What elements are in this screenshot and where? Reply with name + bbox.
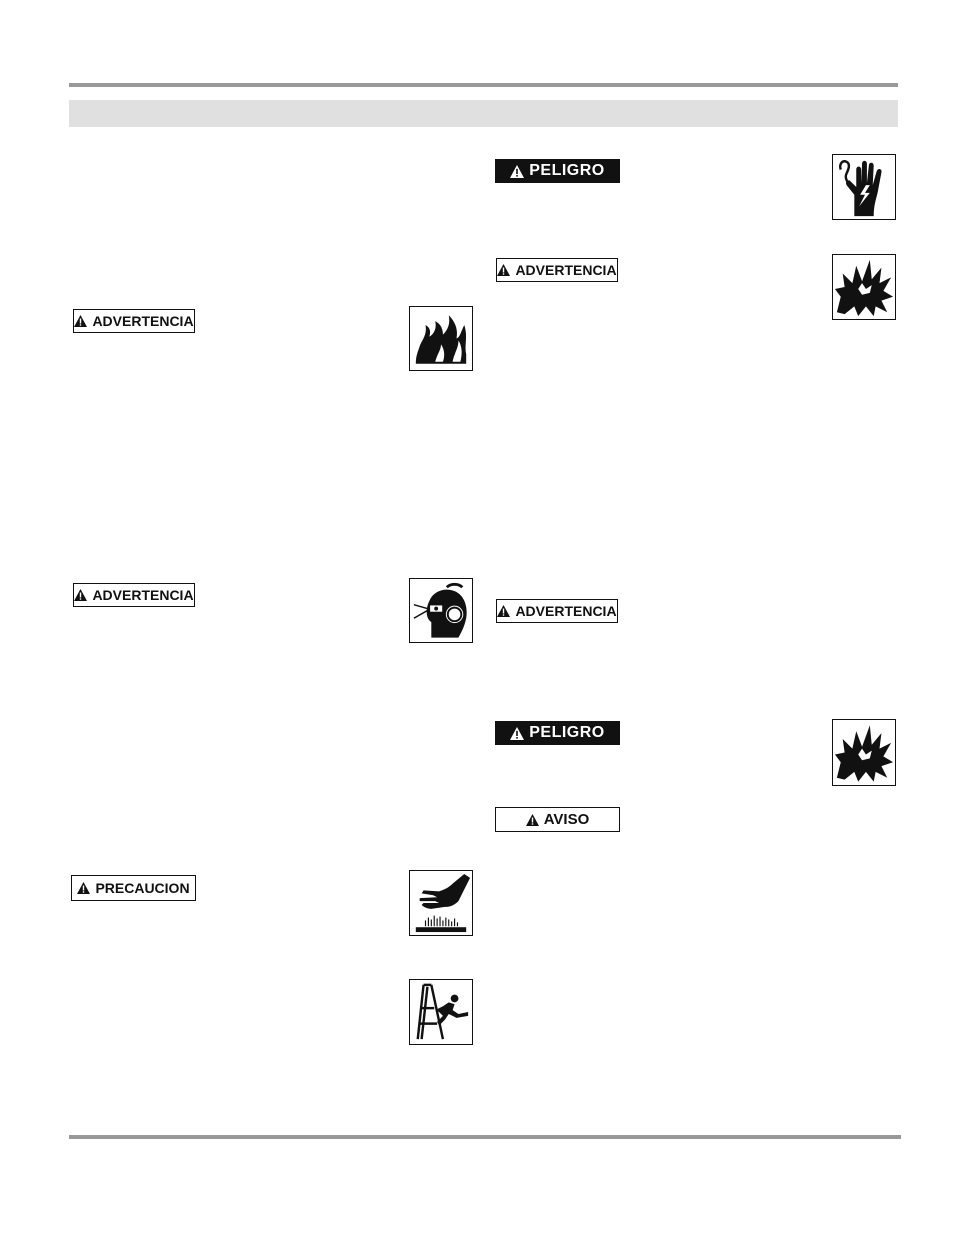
advertencia-label (73, 583, 195, 607)
eye-ear-protection-icon (409, 578, 473, 643)
explosion-icon (832, 719, 896, 786)
signal-word: PELIGRO (529, 162, 605, 179)
peligro-label (495, 721, 620, 745)
warning-triangle-icon (497, 264, 510, 276)
section-title-band (69, 100, 898, 127)
aviso-label (495, 807, 620, 832)
advertencia-label (496, 599, 618, 623)
warning-triangle-icon (510, 165, 524, 178)
signal-word: ADVERTENCIA (92, 587, 194, 603)
warning-triangle-icon (77, 882, 90, 894)
peligro-label (495, 159, 620, 183)
warning-triangle-icon (74, 315, 87, 327)
warning-triangle-icon (74, 589, 87, 601)
signal-word: ADVERTENCIA (515, 262, 617, 278)
signal-word: AVISO (543, 811, 590, 828)
signal-word: ADVERTENCIA (515, 603, 617, 619)
fall-hazard-icon (409, 979, 473, 1045)
advertencia-label (73, 309, 195, 333)
electric-shock-icon (832, 154, 896, 220)
header-rule (69, 83, 898, 87)
fire-hazard-icon (409, 306, 473, 371)
signal-word: ADVERTENCIA (92, 313, 194, 329)
footer-rule (69, 1135, 901, 1139)
precaucion-label (71, 875, 196, 901)
hot-surface-icon (409, 870, 473, 936)
warning-triangle-icon (497, 605, 510, 617)
signal-word: PRECAUCION (95, 880, 190, 896)
explosion-icon (832, 254, 896, 320)
warning-triangle-icon (526, 814, 539, 826)
signal-word: PELIGRO (529, 724, 605, 741)
warning-triangle-icon (510, 727, 524, 740)
advertencia-label (496, 258, 618, 282)
